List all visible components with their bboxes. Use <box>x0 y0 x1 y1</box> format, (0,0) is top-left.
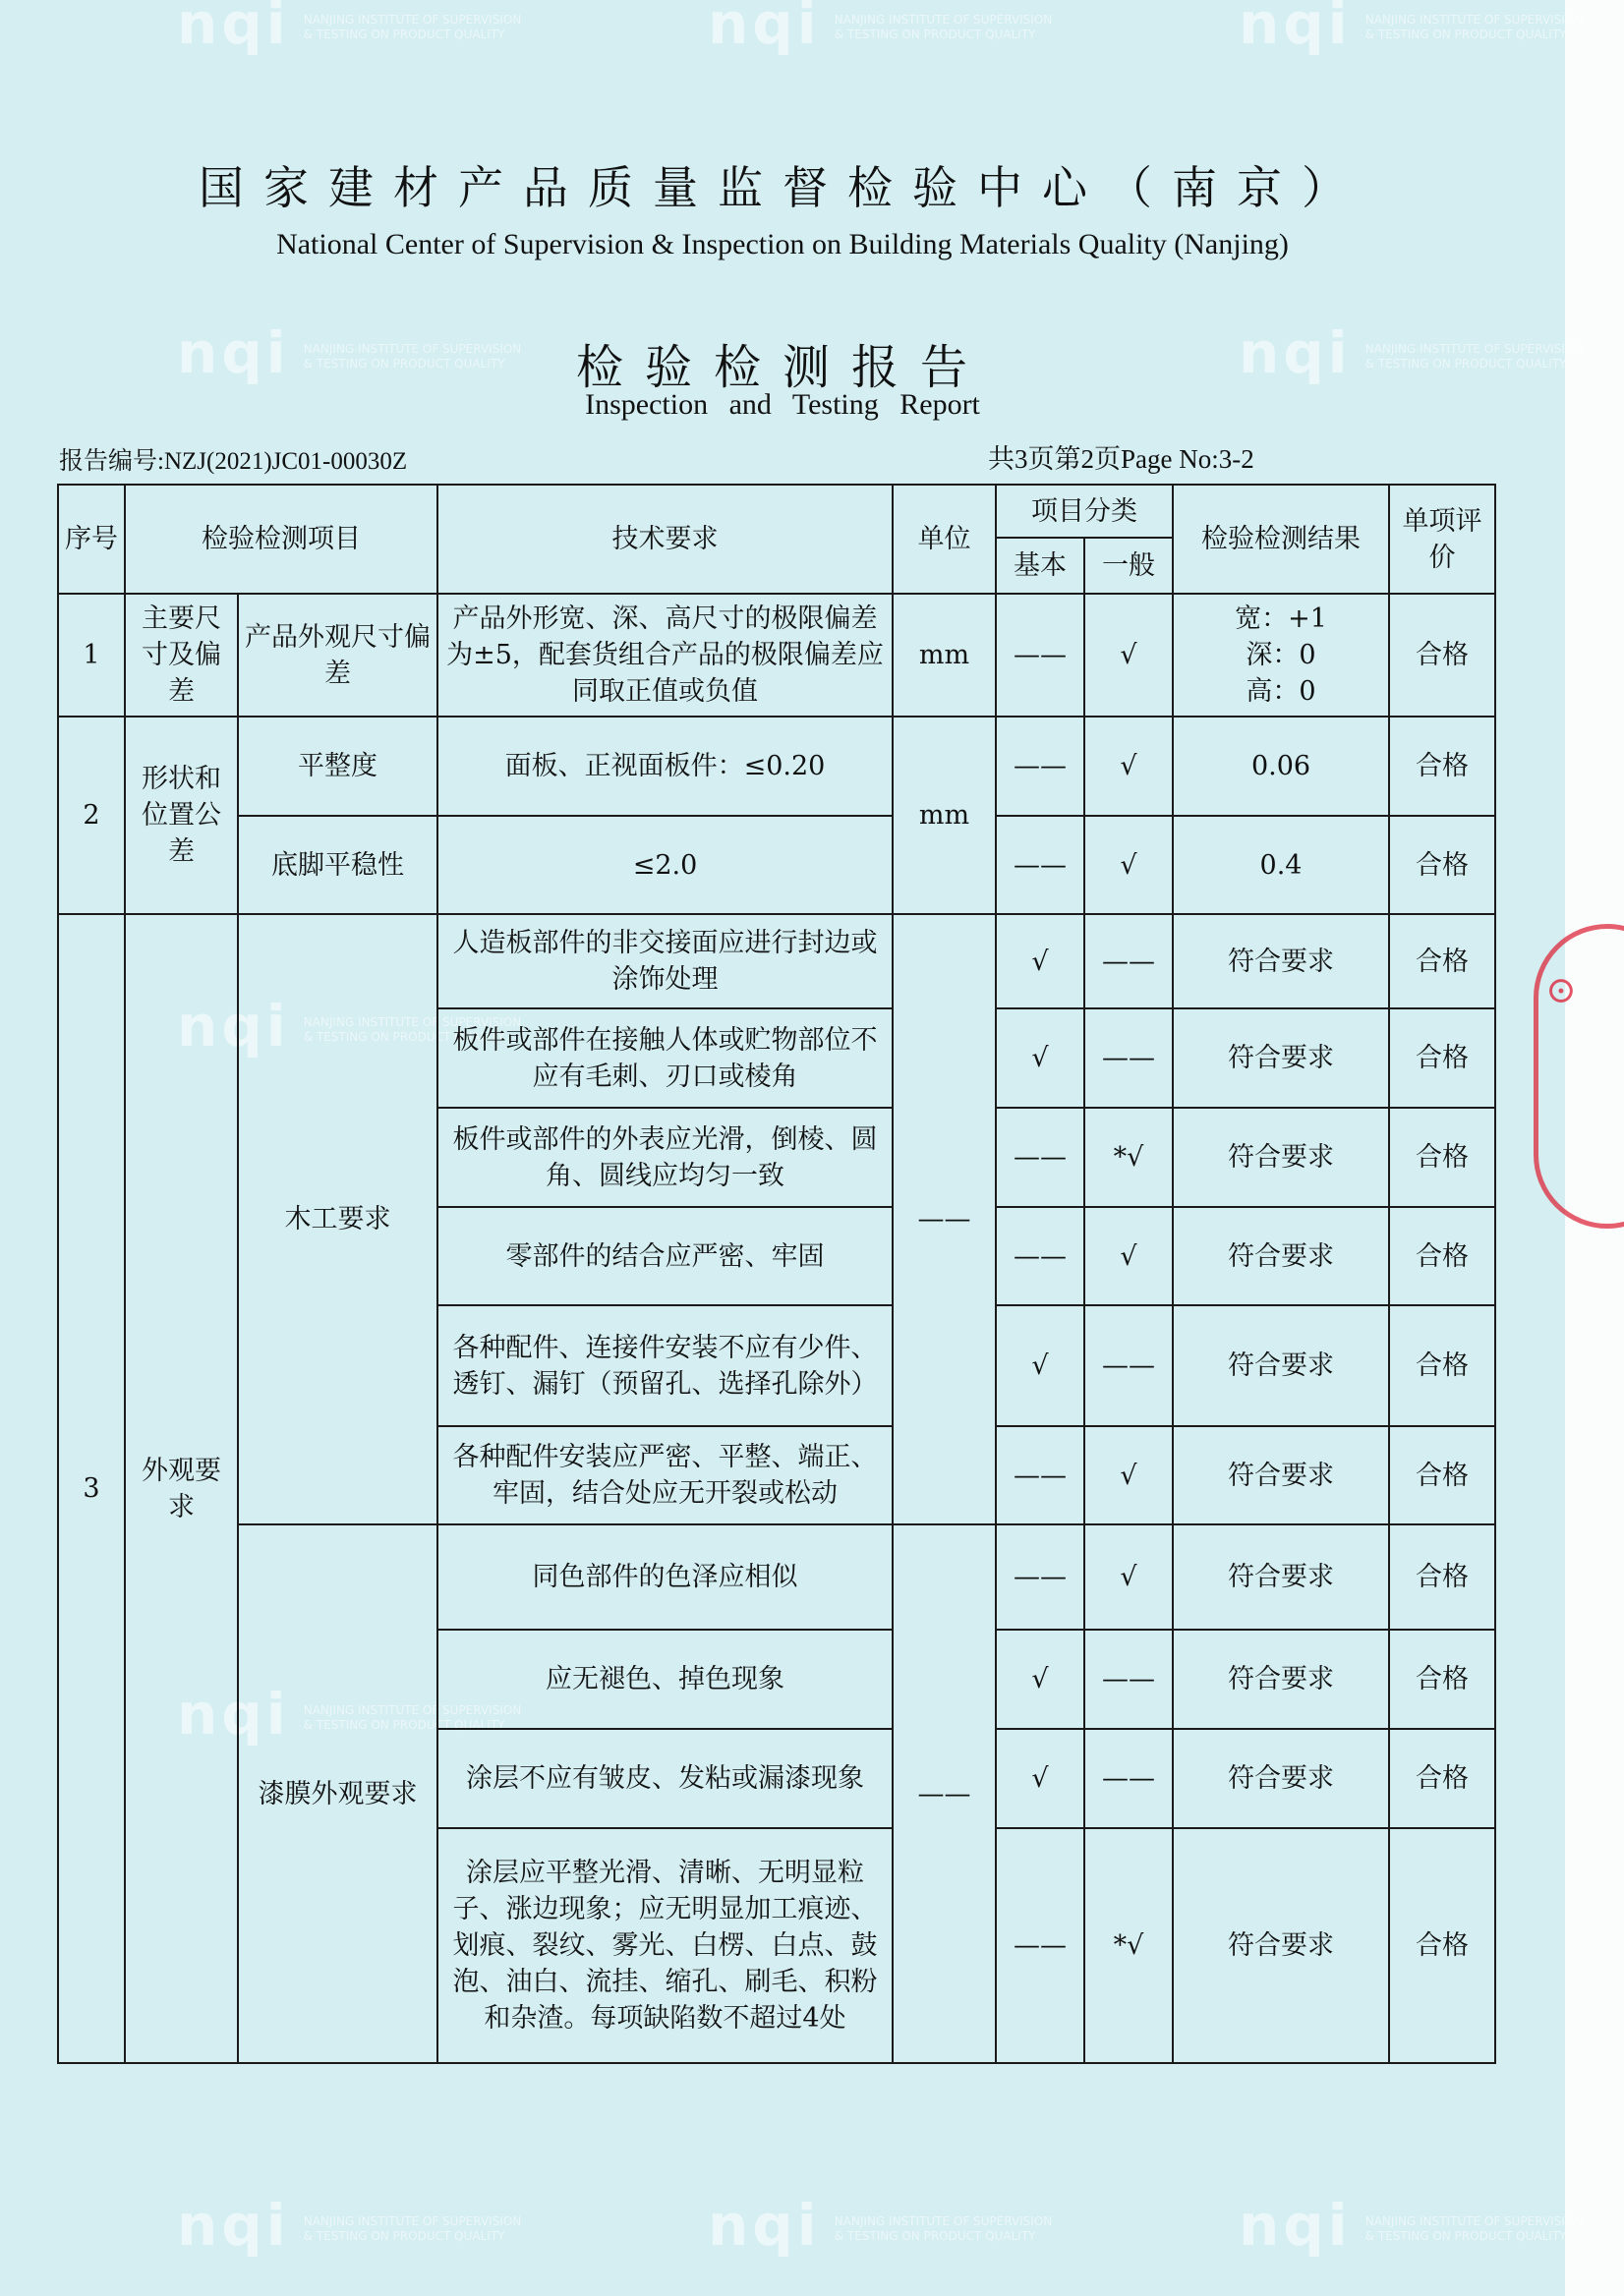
subitem-cell: 木工要求 <box>238 914 437 1524</box>
page-number: 共3页第2页Page No:3-2 <box>988 444 1254 474</box>
watermark-logo: nqi NANJING INSTITUTE OF SUPERVISION & TESTING ON PRODUCT QUALITY <box>1239 319 1584 386</box>
item-cell: 产品外观尺寸偏差 <box>238 594 437 717</box>
header-result: 检验检测结果 <box>1173 485 1389 594</box>
requirement-cell: 涂层应平整光滑、清晰、无明显粒子、涨边现象；应无明显加工痕迹、划痕、裂纹、雾光、白楞、白点、鼓泡、油白、流挂、缩孔、刷毛、积粉和杂渣。每项缺陷数不超过4处 <box>437 1828 893 2063</box>
general-cell: √ <box>1084 1524 1173 1630</box>
result-depth: 深：0 <box>1246 640 1316 670</box>
basic-cell: —— <box>996 816 1084 914</box>
general-cell: √ <box>1084 717 1173 816</box>
evaluation-cell: 合格 <box>1389 1207 1495 1305</box>
item-cell: 底脚平稳性 <box>238 816 437 914</box>
requirement-cell: 产品外形宽、深、高尺寸的极限偏差为±5，配套货组合产品的极限偏差应同取正值或负值 <box>437 594 893 717</box>
watermark-logo: nqi NANJING INSTITUTE OF SUPERVISION & TESTING ON PRODUCT QUALITY <box>708 2192 1053 2259</box>
general-cell: *√ <box>1084 1108 1173 1207</box>
table-row <box>58 816 1495 914</box>
result-cell: 符合要求 <box>1173 1426 1389 1524</box>
seq-cell: 3 <box>58 914 125 2063</box>
result-cell: 符合要求 <box>1173 914 1389 1008</box>
report-number: 报告编号:NZJ(2021)JC01-00030Z <box>59 448 408 475</box>
org-name-zh: 国家建材产品质量监督检验中心（南京） <box>199 161 1366 214</box>
evaluation-cell: 合格 <box>1389 1524 1495 1630</box>
red-seal-mark: ⊙ <box>1545 968 1577 1011</box>
unit-cell: mm <box>893 594 996 717</box>
watermark-logo: nqi NANJING INSTITUTE OF SUPERVISION & TESTING ON PRODUCT QUALITY <box>1239 0 1584 57</box>
general-cell: √ <box>1084 594 1173 717</box>
header-requirement: 技术要求 <box>437 485 893 594</box>
subitem-cell: 漆膜外观要求 <box>238 1524 437 2063</box>
watermark-logo: nqi NANJING INSTITUTE OF SUPERVISION & TESTING ON PRODUCT QUALITY <box>177 319 522 386</box>
header-unit: 单位 <box>893 485 996 594</box>
item-cell: 平整度 <box>238 717 437 816</box>
requirement-cell: 应无褪色、掉色现象 <box>437 1630 893 1729</box>
evaluation-cell: 合格 <box>1389 1008 1495 1108</box>
evaluation-cell: 合格 <box>1389 816 1495 914</box>
header-category: 项目分类 <box>996 485 1173 538</box>
requirement-cell: 面板、正视面板件：≤0.20 <box>437 717 893 816</box>
basic-cell: —— <box>996 717 1084 816</box>
watermark-logo: nqi NANJING INSTITUTE OF SUPERVISION & TESTING ON PRODUCT QUALITY <box>177 0 522 57</box>
evaluation-cell: 合格 <box>1389 1108 1495 1207</box>
unit-cell: mm <box>893 717 996 914</box>
basic-cell: —— <box>996 1828 1084 2063</box>
result-cell: 符合要求 <box>1173 1305 1389 1426</box>
seq-cell: 2 <box>58 717 125 914</box>
watermark-logo: nqi NANJING INSTITUTE OF SUPERVISION & TESTING ON PRODUCT QUALITY <box>177 1681 522 1748</box>
basic-cell: √ <box>996 914 1084 1008</box>
requirement-cell: 人造板部件的非交接面应进行封边或涂饰处理 <box>437 914 893 1008</box>
result-cell: 符合要求 <box>1173 1630 1389 1729</box>
requirement-cell: 各种配件、连接件安装不应有少件、透钉、漏钉（预留孔、选择孔除外） <box>437 1305 893 1426</box>
unit-cell: —— <box>893 914 996 1524</box>
evaluation-cell: 合格 <box>1389 717 1495 816</box>
general-cell: *√ <box>1084 1828 1173 2063</box>
group-cell: 形状和位置公差 <box>125 717 238 914</box>
group-cell: 主要尺寸及偏差 <box>125 594 238 717</box>
requirement-cell: 涂层不应有皱皮、发粘或漏漆现象 <box>437 1729 893 1828</box>
table-row <box>58 1524 1495 1630</box>
general-cell: √ <box>1084 816 1173 914</box>
result-cell: 0.06 <box>1173 717 1389 816</box>
general-cell: —— <box>1084 1630 1173 1729</box>
general-cell: —— <box>1084 1729 1173 1828</box>
result-cell: 符合要求 <box>1173 1207 1389 1305</box>
basic-cell: —— <box>996 1207 1084 1305</box>
watermark-logo: nqi NANJING INSTITUTE OF SUPERVISION & TESTING ON PRODUCT QUALITY <box>708 0 1053 57</box>
header-general: 一般 <box>1084 538 1173 594</box>
group-cell: 外观要求 <box>125 914 238 2063</box>
requirement-cell: 各种配件安装应严密、平整、端正、牢固，结合处应无开裂或松动 <box>437 1426 893 1524</box>
org-name-en: National Center of Supervision & Inspection on Building Materials Quality (Nanjing) <box>276 228 1289 260</box>
basic-cell: √ <box>996 1305 1084 1426</box>
requirement-cell: ≤2.0 <box>437 816 893 914</box>
header-basic: 基本 <box>996 538 1084 594</box>
result-cell: 符合要求 <box>1173 1108 1389 1207</box>
basic-cell: √ <box>996 1630 1084 1729</box>
general-cell: —— <box>1084 914 1173 1008</box>
evaluation-cell: 合格 <box>1389 1426 1495 1524</box>
evaluation-cell: 合格 <box>1389 594 1495 717</box>
requirement-cell: 板件或部件的外表应光滑，倒棱、圆角、圆线应均匀一致 <box>437 1108 893 1207</box>
header-seq: 序号 <box>58 485 125 594</box>
inspection-table <box>57 484 1496 2064</box>
result-height: 高：0 <box>1246 676 1316 707</box>
general-cell: —— <box>1084 1305 1173 1426</box>
table-row <box>58 914 1495 1008</box>
basic-cell: —— <box>996 1108 1084 1207</box>
result-cell: 0.4 <box>1173 816 1389 914</box>
basic-cell: —— <box>996 594 1084 717</box>
evaluation-cell: 合格 <box>1389 1305 1495 1426</box>
evaluation-cell: 合格 <box>1389 1828 1495 2063</box>
watermark-logo: nqi NANJING INSTITUTE OF SUPERVISION & TESTING ON PRODUCT QUALITY <box>177 993 522 1060</box>
basic-cell: —— <box>996 1426 1084 1524</box>
table-header-row <box>58 485 1495 538</box>
requirement-cell: 板件或部件在接触人体或贮物部位不应有毛刺、刃口或棱角 <box>437 1008 893 1108</box>
requirement-cell: 零部件的结合应严密、牢固 <box>437 1207 893 1305</box>
general-cell: √ <box>1084 1207 1173 1305</box>
report-title-zh: 检验检测报告 <box>575 340 989 395</box>
header-item: 检验检测项目 <box>125 485 437 594</box>
table-row <box>58 717 1495 816</box>
watermark-logo: nqi NANJING INSTITUTE OF SUPERVISION & TESTING ON PRODUCT QUALITY <box>1239 2192 1584 2259</box>
result-cell: 符合要求 <box>1173 1008 1389 1108</box>
evaluation-cell: 合格 <box>1389 914 1495 1008</box>
basic-cell: —— <box>996 1524 1084 1630</box>
result-cell: 符合要求 <box>1173 1524 1389 1630</box>
requirement-cell: 同色部件的色泽应相似 <box>437 1524 893 1630</box>
general-cell: —— <box>1084 1008 1173 1108</box>
watermark-logo: nqi NANJING INSTITUTE OF SUPERVISION & TESTING ON PRODUCT QUALITY <box>177 2192 522 2259</box>
seq-cell: 1 <box>58 594 125 717</box>
evaluation-cell: 合格 <box>1389 1729 1495 1828</box>
unit-cell: —— <box>893 1524 996 2063</box>
general-cell: √ <box>1084 1426 1173 1524</box>
result-cell: 符合要求 <box>1173 1729 1389 1828</box>
result-cell <box>1173 594 1389 717</box>
report-title-en: Inspection and Testing Report <box>585 388 980 421</box>
evaluation-cell: 合格 <box>1389 1630 1495 1729</box>
table-row <box>58 594 1495 717</box>
result-cell: 符合要求 <box>1173 1828 1389 2063</box>
basic-cell: √ <box>996 1008 1084 1108</box>
basic-cell: √ <box>996 1729 1084 1828</box>
result-width: 宽：+1 <box>1235 603 1327 634</box>
header-evaluation: 单项评价 <box>1389 485 1495 594</box>
